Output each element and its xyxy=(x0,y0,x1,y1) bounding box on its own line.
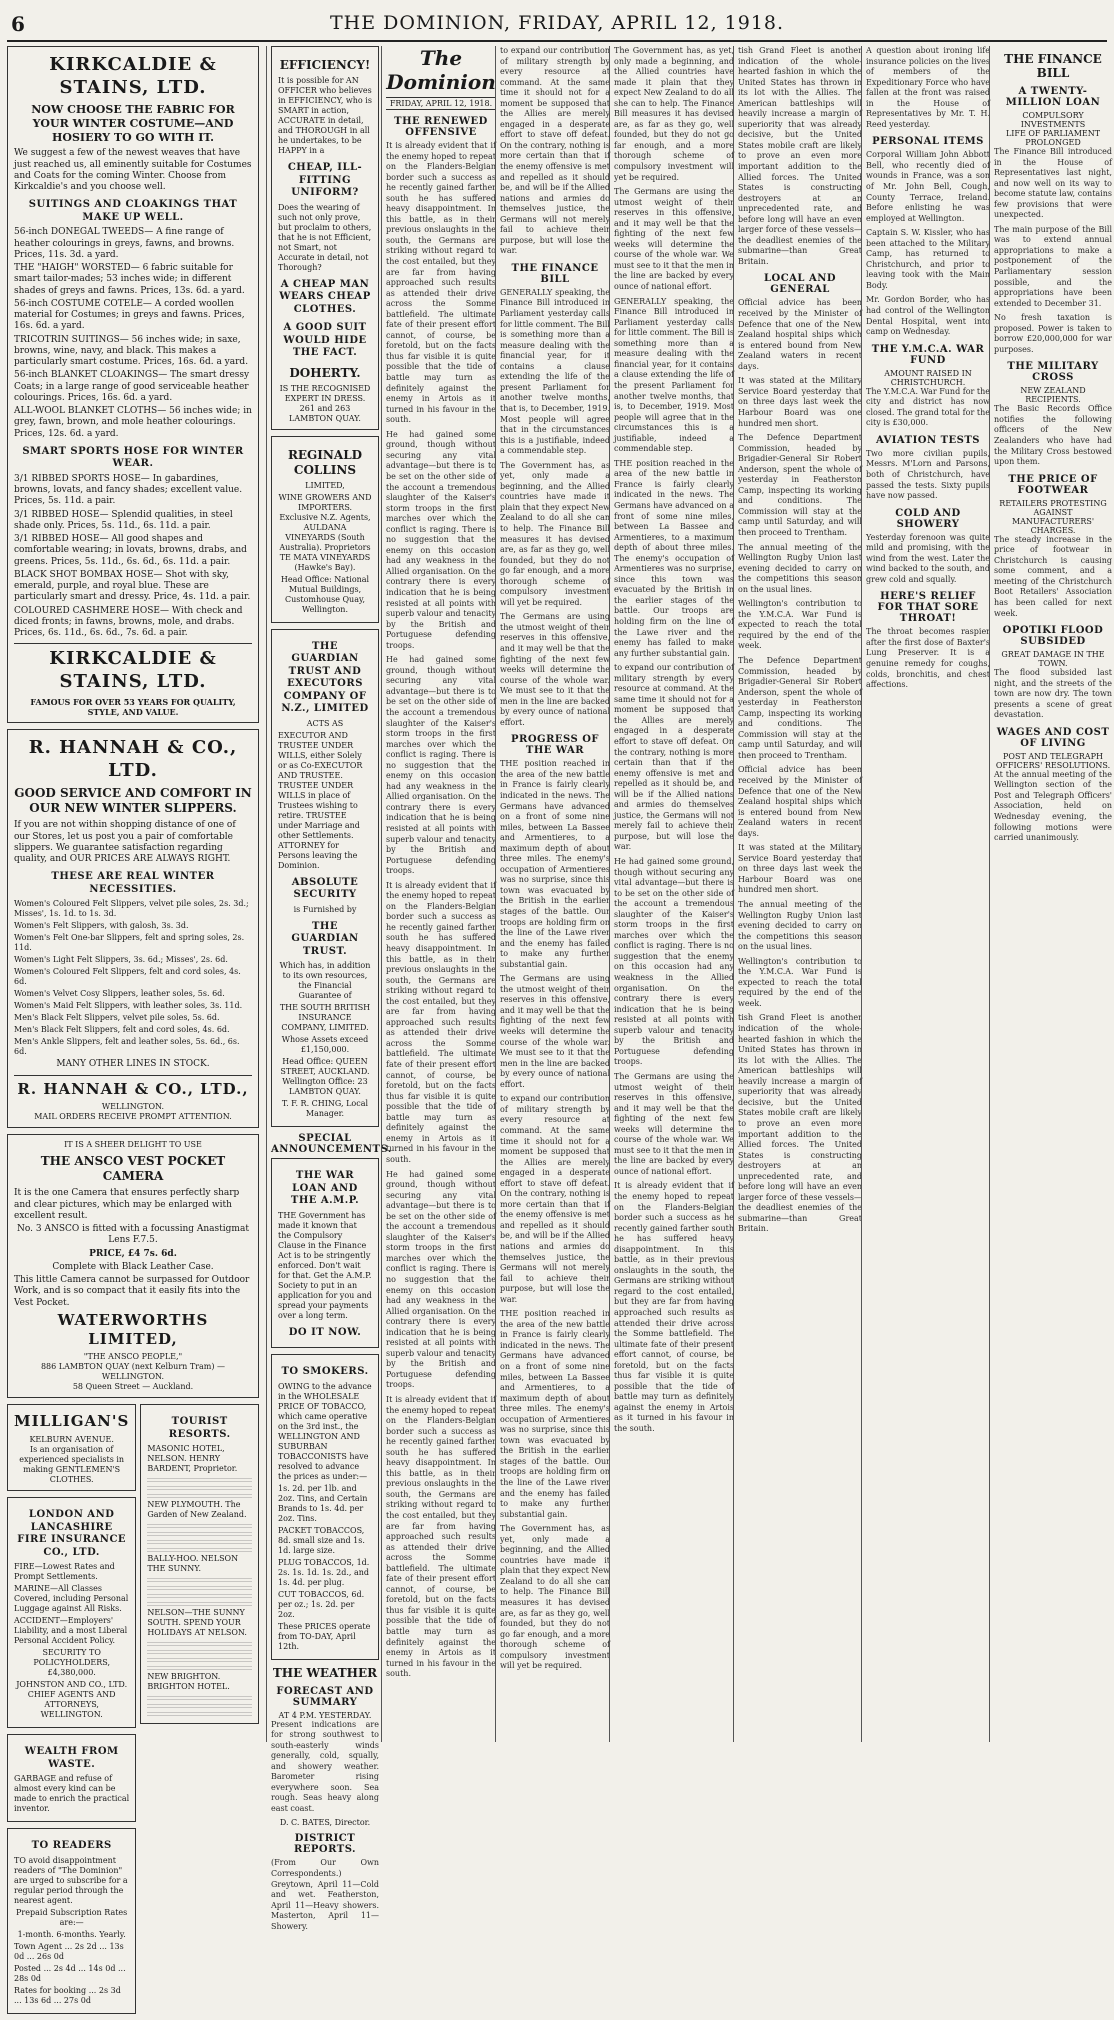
ad-acts: ACTS AS xyxy=(306,718,344,728)
ad-item: Men's Black Felt Slippers, felt and cord soles, 4s. 6d. xyxy=(14,1025,230,1035)
ad-subhead: A CHEAP MAN WEARS CHEAP CLOTHES. xyxy=(279,278,371,315)
resort-item: BALLY-HOO. NELSON THE SUNNY. xyxy=(147,1554,239,1574)
ad-title: EFFICIENCY! xyxy=(279,58,371,72)
ad-subhead: A GOOD SUIT WOULD HIDE THE FACT. xyxy=(283,322,367,358)
article-text: The throat becomes raspier after the first dose of Baxter's Lung Preserver. It is a genuine remedy for coughs, colds, bronchitis, and chest affections. xyxy=(866,627,990,690)
ad-address: 886 LAMBTON QUAY (next Kelburn Tram) — WELLINGTON. xyxy=(40,1362,226,1382)
weather-heading: THE WEATHER xyxy=(272,1665,378,1680)
page-number: 6 xyxy=(11,12,25,36)
ad-place: WELLINGTON. xyxy=(101,1102,165,1112)
weather-subheading: FORECAST AND SUMMARY xyxy=(276,1685,374,1708)
article-text: It is already evident that if the enemy hoped to repeat on the Flanders-Belgian border such a success as he recently gained farther south he has suffered heavy disappointment. In this battle, as in their previous onslaughts in the south, the Germans are striking without regard to the cost entailed, but they are far from having approached such results as attended their drive across the Somme battlefield. The ultimate fate of their present effort cannot, of course, be foretold, but on the facts thus far visible it is quite possible that the tide of battle may turn as definitely against the enemy in Artois as it turned in his favour in the south. xyxy=(386,880,496,1164)
ad-address: 58 Queen Street — Auckland. xyxy=(72,1382,194,1392)
article-text: Wellington's contribution to the Y.M.C.A. War Fund is expected to reach the total required by the end of the week. xyxy=(738,956,862,1008)
special-announcements-heading: SPECIAL ANNOUNCEMENTS. xyxy=(271,1133,392,1155)
article-text: Corporal William John Abbott Bell, who recently died of wounds in France, was a son of Mr. John Bell, Cough, County Terrace, Ireland. Before enlisting he was employed at Wellington. xyxy=(866,150,990,223)
advertisement-column-2 xyxy=(266,46,392,1931)
editorial-column-2 xyxy=(495,46,610,1742)
hannah-ad xyxy=(7,729,259,1128)
small-ads-row xyxy=(7,1404,259,2019)
article-headline: COLD AND SHOWERY xyxy=(895,507,961,530)
ad-office: Head Office: National Mutual Buildings, Customhouse Quay, Wellington. xyxy=(280,574,370,614)
ad-footer: FAMOUS FOR OVER 53 YEARS FOR QUALITY, STYLE, AND VALUE. xyxy=(30,697,236,718)
news-column-3 xyxy=(989,46,1112,1742)
article-headline: HERE'S RELIEF FOR THAT SORE THROAT! xyxy=(877,591,979,625)
article-text: The Germans are using the utmost weight of their reserves in this offensive, and it may well be that the fighting of the next few weeks will determine the course of the whole war. We must see to it that the men in the line are backed by every ounce of national effort. xyxy=(500,974,610,1089)
article-headline: THE FINANCE BILL xyxy=(1004,52,1102,80)
ad-item: 3/1 RIBBED HOSE— Splendid qualities, in steel shade only. Prices, 5s. 11d., 6s. 11d. a pair. xyxy=(14,509,233,531)
kirkcaldie-ad xyxy=(7,46,259,723)
ad-title: MILLIGAN'S xyxy=(14,1412,130,1431)
ad-address: 261 and 263 LAMBTON QUAY. xyxy=(289,403,361,423)
article-text: THE position reached in the area of the new battle in France is fairly clearly indicated in the news. The Germans have advanced on a front of some nine miles, between La Bassee and Armentieres, to a maximum depth of about three miles. The enemy's occupation of Armentieres was no surprise, since this town was evacuated by the British in the earlier stages of the battle. Our troops are holding firm on the line of the Lawe river and the enemy has failed to make any further substantial gain. xyxy=(500,759,610,969)
article-text: THE position reached in the area of the new battle in France is fairly clearly indicated in the news. The Germans have advanced on a front of some nine miles, between La Bassee and Armentieres, to a maximum depth of about three miles. The enemy's occupation of Armentieres was no surprise, since this town was evacuated by the British in the earlier stages of the battle. Our troops are holding firm on the line of the Lawe river and the enemy has failed to make any further substantial gain. xyxy=(614,458,734,658)
ad-price: PRICE, £4 7s. 6d. xyxy=(89,1248,177,1259)
dominion-masthead: The Dominion xyxy=(386,46,496,94)
article-text: He had gained some ground, though without securing any vital advantage—but there is to be set on the other side of the account a tremendous slaughter of the Kaiser's storm troops in the first marches over which the conflict is raging. There is no suggestion that the enemy on this occasion had any weakness in the Allied organisation. On the contrary there is every indication that he is being resisted at all points with superb valour and tenacity by the British and Portuguese defending troops. xyxy=(386,655,496,876)
ad-item: MARINE—All Classes Covered, including Personal Luggage against All Risks. xyxy=(14,1584,129,1613)
ad-headline: THE ANSCO VEST POCKET CAMERA xyxy=(40,1154,226,1184)
ad-tail: MANY OTHER LINES IN STOCK. xyxy=(56,1059,210,1070)
efficiency-ad xyxy=(271,46,379,430)
ad-bank: THE SOUTH BRITISH INSURANCE COMPANY, LIMITED. xyxy=(279,1003,371,1032)
ad-item: Women's Maid Felt Slippers, with leather soles, 3s. 11d. xyxy=(14,1001,243,1011)
ad-subhead: CHEAP, ILL-FITTING UNIFORM? xyxy=(287,162,363,198)
tourist-resorts xyxy=(140,1404,259,1724)
article-text: to expand our contribution of military strength by every resource at command. At the same time it should not for a moment be supposed that the Allies are merely engaged in a desperate effort to stave off defeat. On the contrary, nothing is more certain than that if the enemy offensive is met and repelled as it should be, and will be if the Allied nations and armies do themselves justice, the Germans will not merely fail to achieve their purpose, but will lose the war. xyxy=(500,1094,610,1304)
ad-cta: DO IT NOW. xyxy=(288,1326,362,1338)
resort-item: NELSON—THE SUNNY SOUTH. SPEND YOUR HOLIDAYS AT NELSON. xyxy=(147,1608,247,1638)
ad-item: Women's Light Felt Slippers, 3s. 6d.; Misses', 2s. 6d. xyxy=(14,955,228,965)
ad-item: TRICOTRIN SUITINGS— 56 inches wide; in saxe, browns, wine, navy, and black. This makes a particularly smart costume. Prices, 16s. 6d. a yard. xyxy=(14,334,249,367)
article-text: The Defence Department Commission, headed by Brigadier-General Sir Robert Anderson, spent the whole of yesterday in Featherston Camp, inspecting its working and conditions. The Commission will stay at the camp until Saturday, and will then proceed to Trentham. xyxy=(738,433,862,537)
ad-item: Women's Coloured Felt Slippers, velvet pile soles, 2s. 3d.; Misses', 1s. 1d. to 1s. 3d. xyxy=(14,899,249,919)
ansco-ad xyxy=(7,1134,259,1398)
article-text: Wellington's contribution to the Y.M.C.A. War Fund is expected to reach the total required by the end of the week. xyxy=(738,599,862,651)
ad-title: R. HANNAH & CO., LTD. xyxy=(28,737,238,781)
article-text: A question about ironing life insurance policies on the lives of members of the Expeditionary Force who have fallen at the front was raised in the House of Representatives by Mr. T. H. Reed yesterday. xyxy=(866,46,990,129)
price-line: PACKET TOBACCOS, 8d. small size and 1s. 1d. large size. xyxy=(278,1525,365,1555)
ad-item: ALL-WOOL BLANKET CLOTHS— 56 inches wide; in grey, fawn, brown, and mole heather colourings. Prices, 12s. 6d. a yard. xyxy=(14,406,252,439)
article-text: to expand our contribution of military strength by every resource at command. At the same time it should not for a moment be supposed that the Allies are merely engaged in a desperate effort to stave off defeat. On the contrary, nothing is more certain than that if the enemy offensive is met and repelled as it should be, and will be if the Allied nations and armies do themselves justice, the Germans will not merely fail to achieve their purpose, but will lose the war. xyxy=(614,663,734,852)
rates-row: Rates for booking ... 2s 3d ... 13s 6d ... 27s 0d xyxy=(14,1985,121,2005)
war-loan-ad xyxy=(271,1158,379,1348)
ad-title: THE WAR LOAN AND THE A.M.P. xyxy=(290,1170,360,1206)
article-text: The Y.M.C.A. War Fund for the city and district has now closed. The grand total for the city is £30,000. xyxy=(866,386,990,428)
price-line: 1s. 2d. per 1lb. and 2oz. Tins, and Certain Brands to 1s. 4d. per 2oz. Tins. xyxy=(278,1483,368,1523)
ad-title: LONDON AND LANCASHIRE FIRE INSURANCE CO., LTD. xyxy=(17,1509,127,1558)
ad-name: THE GUARDIAN TRUST. xyxy=(291,920,359,957)
article-text: No fresh taxation is proposed. Power is taken to borrow £20,000,000 for war purposes. xyxy=(994,313,1112,354)
article-text: THE position reached in the area of the new battle in France is fairly clearly indicated in the news. The Germans have advanced on a front of some nine miles, between La Bassee and Armentieres, to a maximum depth of about three miles. The enemy's occupation of Armentieres was no surprise, since this town was evacuated by the British in the earlier stages of the battle. Our troops are holding firm on the line of the Lawe river and the enemy has failed to make any further substantial gain. xyxy=(500,1309,610,1519)
ad-funds: Whose Assets exceed £1,150,000. xyxy=(281,1035,369,1054)
article-text: tish Grand Fleet is another indication of the whole-hearted fashion in which the United States has thrown in its lot with the Allies. The American battleships will heavily increase a margin of superiority that was already decisive, but the United States mobile craft are likely to prove an even more important addition to the Allied forces. The United States is constructing destroyers at an unprecedented rate, and before long will have an even larger force of these vessels—the deadliest enemies of the submarine—than Great Britain. xyxy=(738,46,862,266)
article-text: Official advice has been received by the Minister of Defence that one of the New Zealand hospital ships which is entered bound from New Zealand waters in recent days. xyxy=(738,765,862,838)
ad-title: THE GUARDIAN TRUST AND EXECUTORS COMPANY OF N.Z., LIMITED xyxy=(281,640,369,714)
guardian-trust-ad xyxy=(271,629,379,1128)
article-text: Yesterday forenoon was quite mild and promising, with the wind from the west. Later the wind backed to the south, and grew cold and squally. xyxy=(866,532,990,584)
editorial-column-3 xyxy=(609,46,734,1742)
ad-intro: If you are not within shopping distance of one of our Stores, let us post you a pair of comfortable slippers. We guarantee satisfaction regarding quality, and OUR PRICES ARE ALWAYS RIGHT. xyxy=(14,820,236,864)
article-text: The Finance Bill introduced in the House of Representatives last night, and now well on its way to become statute law, contains few provisions that were unexpected. xyxy=(994,147,1112,220)
ad-body: It is possible for AN OFFICER who believes in EFFICIENCY, who is SMART in action, ACCURATE in detail, and THOROUGH in all he undertakes, to be HAPPY in a xyxy=(278,76,372,155)
article-headline: PERSONAL ITEMS xyxy=(872,136,984,148)
article-text: The Germans are using the utmost weight of their reserves in this offensive, and it may well be that the fighting of the next few weeks will determine the course of the whole war. We must see to it that the men in the line are backed by every ounce of national effort. xyxy=(614,1071,734,1176)
weather-time: AT 4 P.M. YESTERDAY. xyxy=(278,1710,372,1720)
ad-intro: We suggest a few of the newest weaves that have just reached us, all eminently suitable for Costumes and Coats for the coming Winter. Choose from Kirkcaldie's and you choose well. xyxy=(14,148,252,192)
small-ads-left xyxy=(7,1404,136,2019)
article-text: The Defence Department Commission, headed by Brigadier-General Sir Robert Anderson, spent the whole of yesterday in Featherston Camp, inspecting its working and conditions. The Commission will stay at the camp until Saturday, and will then proceed to Trentham. xyxy=(738,655,862,760)
ad-body: TO avoid disappointment readers of "The Dominion" are urged to subscribe for a regular period through the nearest agent. xyxy=(14,1855,128,1905)
ad-footer-title: R. HANNAH & CO., LTD., xyxy=(17,1079,249,1098)
ad-body: IS THE RECOGNISED EXPERT IN DRESS. xyxy=(279,383,371,403)
article-headline: THE PRICE OF FOOTWEAR xyxy=(1008,473,1098,496)
resort-item: NEW PLYMOUTH. The Garden of New Zealand. xyxy=(147,1500,247,1520)
article-text: tish Grand Fleet is another indication of the whole-hearted fashion in which the United States has thrown in its lot with the Allies. The American battleships will heavily increase a margin of superiority that was already decisive, but the United States mobile craft are likely to prove an even more important addition to the Allied forces. The United States is constructing destroyers at an unprecedented rate, and before long will have an even larger force of these vessels—the deadliest enemies of the submarine—than Great Britain. xyxy=(738,1013,862,1234)
ad-item: THE "HAIGH" WORSTED— 6 fabric suitable for smart tailor-mades; 53 inches wide; in different shades of greys and fawns. Prices, 13s. 6d. a yard. xyxy=(14,263,245,296)
price-line: PLUG TOBACCOS, 1d. 2s. 1s. 1d. 1s. 2d., and 1s. 4d. per plug. xyxy=(278,1557,370,1587)
article-headline: WAGES AND COST OF LIVING xyxy=(996,726,1110,749)
article-text: The Germans are using the utmost weight of their reserves in this offensive, and it may well be that the fighting of the next few weeks will determine the course of the whole war. We must see to it that the men in the line are backed by every ounce of national effort. xyxy=(614,187,734,292)
ad-item: ACCIDENT—Employers' Liability, and a most Liberal Personal Accident Policy. xyxy=(14,1616,128,1645)
rates-columns: 1-month. 6-months. Yearly. xyxy=(17,1929,126,1939)
article-text: He had gained some ground, though without securing any vital advantage—but there is to be set on the other side of the account a tremendous slaughter of the Kaiser's storm troops in the first marches over which the conflict is raging. There is no suggestion that the enemy on this occasion had any weakness in the Allied organisation. On the contrary there is every indication that he is being resisted at all points with superb valour and tenacity by the British and Portuguese defending troops. xyxy=(614,857,734,1067)
ad-body: EXECUTOR AND TRUSTEE UNDER WILLS, either Solely or as Co-EXECUTOR AND TRUSTEE. TRUSTEE UNDER WILLS in place of Trustees wishing to retire. TRUSTEE under Marriage and other Settlements. ATTORNEY for Persons leaving the Dominion. xyxy=(278,730,363,870)
article-headline: OPOTIKI FLOOD SUBSIDED xyxy=(1002,625,1104,648)
article-text: The Government has, as yet, only made a beginning, and the Allied countries have made it plain that they expect New Zealand to do all she can to help. The Finance Bill measures it has devised are, as far as they go, well founded, but they do not go far enough, and a more thorough scheme of compulsory investment will yet be required. xyxy=(500,1524,610,1671)
article-text: The Germans are using the utmost weight of their reserves in this offensive, and it may well be that the fighting of the next few weeks will determine the course of the whole war. We must see to it that the men in the line are backed by every ounce of national effort. xyxy=(500,612,610,727)
ad-title: TO SMOKERS. xyxy=(281,1366,369,1377)
article-text: It was stated at the Military Service Board yesterday that on three days last week the Harbour Board was one hundred men short. xyxy=(738,376,862,428)
article-text: It is already evident that if the enemy hoped to repeat on the Flanders-Belgian border such a success as he recently gained farther south he has suffered heavy disappointment. In this battle, as in their previous onslaughts in the south, the Germans are striking without regard to the cost entailed, but they are far from having approached such results as attended their drive across the Somme battlefield. The ultimate fate of their present effort cannot, of course, be foretold, but on the facts thus far visible it is quite possible that the tide of battle may turn as definitely against the enemy in Artois as it turned in his favour in the south. xyxy=(386,141,496,425)
article-text: to expand our contribution of military strength by every resource at command. At the same time it should not for a moment be supposed that the Allies are merely engaged in a desperate effort to stave off defeat. On the contrary, nothing is more certain than that if the enemy offensive is met and repelled as it should be, and will be if the Allied nations and armies do themselves justice, the Germans will not merely fail to achieve their purpose, but will lose the war. xyxy=(500,46,610,256)
ad-item: FIRE—Lowest Rates and Prompt Settlements. xyxy=(14,1562,115,1581)
ad-body: THE Government has made it known that the Compulsory Clause in the Finance Act is to be stringently enforced. Don't wait for that. Get the A.M.P. Society to put in an application for you and spread your payments over a long term. xyxy=(278,1210,372,1320)
ad-title: TO READERS xyxy=(31,1840,112,1851)
ad-item: BLACK SHOT BOMBAX HOSE— Shot with sky, emerald, purple, and royal blue. These are particularly smart and dressy. Price, 4s. 11d. a pair. xyxy=(14,569,251,603)
editorial-date: FRIDAY, APRIL 12, 1918. xyxy=(386,97,496,110)
rates-heading: Prepaid Subscription Rates are:— xyxy=(16,1907,128,1927)
ad-item: 3/1 RIBBED SPORTS HOSE— In gabardines, browns, lovats, and fancy shades; excellent value. Prices, 5s. 11d. a pair. xyxy=(14,473,243,507)
article-text: It is already evident that if the enemy hoped to repeat on the Flanders-Belgian border such a success as he recently gained farther south he has suffered heavy disappointment. In this battle, as in their previous onslaughts in the south, the Germans are striking without regard to the cost entailed, but they are far from having approached such results as attended their drive across the Somme battlefield. The ultimate fate of their present effort cannot, of course, be foretold, but on the facts thus far visible it is quite possible that the tide of battle may turn as definitely against the enemy in Artois as it turned in his favour in the south. xyxy=(386,1394,496,1679)
article-headline: THE Y.M.C.A. WAR FUND xyxy=(871,343,985,366)
ad-title: TOURIST RESORTS. xyxy=(168,1416,231,1440)
ad-item: Women's Felt One-bar Slippers, felt and spring soles, 2s. 11d. xyxy=(14,933,245,953)
ad-tail: This little Camera cannot be surpassed for Outdoor Work, and is so compact that it easily fits into the Vest Pocket. xyxy=(14,1275,250,1308)
milligan-ad xyxy=(7,1404,136,1491)
ad-item: Women's Velvet Cosy Slippers, leather soles, 5s. 6d. xyxy=(14,989,225,999)
smokers-ad xyxy=(271,1354,379,1660)
ad-section-heading: SUITINGS AND CLOAKINGS THAT MAKE UP WELL. xyxy=(28,199,238,223)
ad-body: WINE GROWERS AND IMPORTERS. Exclusive N.Z. Agents, AULDANA VINEYARDS (South Australia). Proprietors TE MATA VINEYARDS (Hawke's Bay). xyxy=(278,492,372,572)
ad-item: Women's Coloured Felt Slippers, felt and cord soles, 4s. 6d. xyxy=(14,967,241,987)
ad-headline: IT IS A SHEER DELIGHT TO USE xyxy=(64,1140,202,1150)
district-text: (From Our Own Correspondents.) Greytown, April 11—Cold and wet. Featherston, April 11—Heavy showers. Masterton, April 11—Showery. xyxy=(271,1858,379,1931)
article-headline: THE MILITARY CROSS xyxy=(1007,361,1099,384)
article-headline: PROGRESS OF THE WAR xyxy=(510,734,600,757)
article-subheading: COMPULSORY INVESTMENTS xyxy=(1020,111,1086,129)
reginald-collins-ad xyxy=(271,436,379,623)
london-insurance-ad xyxy=(7,1497,136,1728)
editorial-column xyxy=(381,46,496,1742)
article-text: The main purpose of the Bill was to extend annual appropriations to make a postponement of the Parliamentary session possible, and the appropriations have been extended to December 31. xyxy=(994,224,1112,308)
ad-item: COLOURED CASHMERE HOSE— With check and diced fronts; in fawns, browns, mole, and drabs. Prices, 6s. 11d., 6s. 6d., 7s. 6d. a pair. xyxy=(14,605,243,638)
article-subheading: A TWENTY-MILLION LOAN xyxy=(1005,86,1101,108)
article-text: Mr. Gordon Border, who has had control of the Wellington Dental Hospital, went into camp on Wednesday. xyxy=(866,295,990,337)
district-heading: DISTRICT REPORTS. xyxy=(293,1833,357,1856)
article-text: He had gained some ground, though without securing any vital advantage—but there is to be set on the other side of the account a tremendous slaughter of the Kaiser's storm troops in the first marches over which the conflict is raging. There is no suggestion that the enemy on this occasion had any weakness in the Allied organisation. On the contrary there is every indication that he is being resisted at all points with superb valour and tenacity by the British and Portuguese defending troops. xyxy=(386,1169,496,1390)
ad-slogan: "THE ANSCO PEOPLE," xyxy=(83,1352,183,1362)
article-subheading: LIFE OF PARLIAMENT PROLONGED xyxy=(1005,129,1101,147)
ad-share: Which has, in addition to its own resources, the Financial Guarantee of xyxy=(279,961,371,1000)
ad-headline: NOW CHOOSE THE FABRIC FOR YOUR WINTER COSTUME—AND HOSIERY TO GO WITH IT. xyxy=(31,103,235,144)
article-text: The Government has, as yet, only made a beginning, and the Allied countries have made it plain that they expect New Zealand to do all she can to help. The Finance Bill measures it has devised are, as far as they go, well founded, but they do not go far enough, and a more thorough scheme of compulsory investment will yet be required. xyxy=(500,460,610,607)
article-headline: AVIATION TESTS xyxy=(875,434,981,446)
ad-body: Is an organisation of experienced specialists in making GENTLEMEN'S CLOTHES. xyxy=(19,1445,125,1484)
advertisement-column xyxy=(7,46,259,2005)
article-text: The steady increase in the price of footwear in Christchurch is causing some comment, and a meeting of the Christchurch Boot Retailers' Association has been called for next week. xyxy=(994,534,1112,618)
ad-company: WATERWORTHS LIMITED, xyxy=(57,1310,209,1348)
ad-footer: MAIL ORDERS RECEIVE PROMPT ATTENTION. xyxy=(34,1112,232,1122)
ad-security: ABSOLUTE SECURITY xyxy=(291,876,359,900)
ad-sub: LIMITED, xyxy=(305,480,345,490)
article-text: At the annual meeting of the Wellington section of the Post and Telegraph Officers' Association, held on Wednesday evening, the following motions were carried unanimously. xyxy=(994,769,1112,843)
article-text: GENERALLY speaking, the Finance Bill introduced in Parliament yesterday calls for little comment. The Bill is something more than a measure dealing with the financial year, for it contains a clause extending the life of the present Parliament for another twelve months, that is, to December, 1919. Most people will agree that in the circumstances this is a justifiable, indeed a commendable step. xyxy=(500,287,610,456)
ad-headline: GOOD SERVICE AND COMFORT IN OUR NEW WINTER SLIPPERS. xyxy=(14,786,252,816)
ad-body: It is the one Camera that ensures perfectly sharp and clear pictures, which may be enlarged with excellent result. xyxy=(14,1188,240,1221)
ad-agents: JOHNSTON AND CO., LTD. CHIEF AGENTS AND ATTORNEYS, WELLINGTON. xyxy=(16,1680,128,1719)
ad-section-heading: SMART SPORTS HOSE FOR WINTER WEAR. xyxy=(22,445,244,470)
ad-item: SECURITY TO POLICYHOLDERS, £4,380,000. xyxy=(33,1648,110,1677)
ad-body: GARBAGE and refuse of almost every kind can be made to enrich the practical inventor. xyxy=(14,1774,130,1813)
ad-item: 3/1 RIBBED HOSE— All good shapes and comfortable wearing; in lovats, browns, drabs, and greens. Prices, 5s. 11d., 6s. 6d., 6s. 11d. a pair. xyxy=(14,534,247,567)
resort-item: MASONIC HOTEL, NELSON. HENRY BARDENT, Proprietor. xyxy=(147,1444,238,1474)
newspaper-title: THE DOMINION, FRIDAY, APRIL 12, 1918. xyxy=(329,12,785,34)
article-text: Official advice has been received by the Minister of Defence that one of the New Zealand hospital ships which is entered bound from New Zealand waters in recent days. xyxy=(738,298,862,371)
small-ads-right xyxy=(140,1404,259,2019)
page-masthead xyxy=(7,6,1107,42)
article-text: GENERALLY speaking, the Finance Bill introduced in Parliament yesterday calls for little comment. The Bill is something more than a measure dealing with the financial year, for it contains a clause extending the life of the present Parliament for another twelve months, that is, to December, 1919. Most people will agree that in the circumstances this is a justifiable, indeed a commendable step. xyxy=(614,296,734,454)
article-subheading: RETAILERS PROTESTING AGAINST MANUFACTURERS' CHARGES. xyxy=(999,498,1107,535)
article-text: The Basic Records Office notifies the following officers of the New Zealanders who have had the Military Cross bestowed upon them. xyxy=(994,404,1112,467)
newspaper-page xyxy=(7,6,1112,2005)
ad-furnished: is Furnished by xyxy=(293,904,357,914)
ad-model: No. 3 ANSCO is fitted with a focussing Anastigmat Lens F.7.5. xyxy=(17,1224,249,1246)
article-text: The Government has, as yet, only made a beginning, and the Allied countries have made it plain that they expect New Zealand to do all she can to help. The Finance Bill measures it has devised are, as far as they go, well founded, but they do not go far enough, and a more thorough scheme of compulsory investment will yet be required. xyxy=(614,46,734,182)
article-text: The annual meeting of the Wellington Rugby Union last evening decided to carry on the competitions this season on the usual lines. xyxy=(738,900,862,952)
ad-address: Head Office: QUEEN STREET, AUCKLAND. Wellington Office: 23 LAMBTON QUAY. xyxy=(280,1057,370,1096)
ad-body: OWING to the advance in the WHOLESALE PRICE OF TOBACCO, which came operative on the 3rd inst., the WELLINGTON AND SUBURBAN TOBACCONISTS have resolved to advance the prices as under:— xyxy=(278,1381,372,1481)
article-headline: THE FINANCE BILL xyxy=(511,262,599,285)
ad-item: Women's Felt Slippers, with galosh, 3s. 3d. xyxy=(14,921,189,931)
article-text: The annual meeting of the Wellington Rugby Union last evening decided to carry on the competitions this season on the usual lines. xyxy=(738,542,862,594)
ad-body: Does the wearing of such not only prove, but proclaim to others, that he is not Efficient, not Smart, not Accurate in detail, not Thorough? xyxy=(278,202,372,272)
news-column-2 xyxy=(861,46,990,1742)
ad-title: KIRKCALDIE & STAINS, LTD. xyxy=(49,54,217,98)
ad-title: WEALTH FROM WASTE. xyxy=(24,1746,119,1770)
article-headline: THE RENEWED OFFENSIVE xyxy=(394,116,488,138)
article-text: He had gained some ground, though without securing any vital advantage—but there is to be set on the other side of the account a tremendous slaughter of the Kaiser's storm troops in the first marches over which the conflict is raging. There is no suggestion that the enemy on this occasion had any weakness in the Allied organisation. On the contrary there is every indication that he is being resisted at all points with superb valour and tenacity by the British and Portuguese defending troops. xyxy=(386,429,496,650)
resort-item: NEW BRIGHTON. BRIGHTON HOTEL. xyxy=(147,1672,230,1692)
ad-title: REGINALD COLLINS xyxy=(287,447,363,477)
article-subheading: AMOUNT RAISED IN CHRISTCHURCH. xyxy=(884,368,972,387)
readers-notice xyxy=(7,1828,136,2014)
article-subheading: GREAT DAMAGE IN THE TOWN. xyxy=(1001,650,1105,669)
rates-row: Town Agent ... 2s 2d ... 13s 0d ... 26s 0d xyxy=(14,1941,124,1961)
article-text: It was stated at the Military Service Board yesterday that on three days last week the Harbour Board was one hundred men short. xyxy=(738,843,862,895)
article-text: It is already evident that if the enemy hoped to repeat on the Flanders-Belgian border such a success as he recently gained farther south he has suffered heavy disappointment. In this battle, as in their previous onslaughts in the south, the Germans are striking without regard to the cost entailed, but they are far from having approached such results as attended their drive across the Somme battlefield. The ultimate fate of their present effort cannot, of course, be foretold, but on the facts thus far visible it is quite possible that the tide of battle may turn as definitely against the enemy in Artois as it turned in his favour in the south. xyxy=(614,1181,734,1433)
ad-item: Men's Black Felt Slippers, velvet pile soles, 5s. 6d. xyxy=(14,1013,220,1023)
ad-item: 56-inch DONEGAL TWEEDS— A fine range of heather colourings in greys, fawns, and browns. Prices, 11s. 3d. a yard. xyxy=(14,227,235,260)
wealth-ad xyxy=(7,1734,136,1822)
ad-tail: These PRICES operate from TO-DAY, April 12th. xyxy=(278,1621,371,1651)
article-text: Two more civilian pupils, Messrs. M'Lorn and Parsons, both of Christchurch, have passed the tests. Sixty pupils have now passed. xyxy=(866,448,990,501)
weather-sign: D. C. BATES, Director. xyxy=(279,1818,371,1828)
ad-address: KELBURN AVENUE. xyxy=(29,1435,114,1444)
ad-section-heading: THESE ARE REAL WINTER NECESSITIES. xyxy=(51,871,215,895)
ad-item: 56-inch COSTUME COTELE— A corded woollen material for Costumes; in greys and fawns. Prices, 16s. 6d. a yard. xyxy=(14,298,245,332)
ad-item: Men's Ankle Slippers, felt and leather soles, 5s. 6d., 6s. 6d. xyxy=(14,1037,240,1057)
rates-row: Posted ... 2s 4d ... 14s 0d ... 28s 0d xyxy=(14,1963,126,1983)
price-line: CUT TOBACCOS, 6d. per oz.; 1s. 2d. per 2oz. xyxy=(278,1589,365,1619)
article-text: The flood subsided last night, and the streets of the town are now dry. The town presents a scene of great devastation. xyxy=(994,668,1112,720)
weather-text: Present indications are for strong southwest to south-easterly winds generally, cold, squally, and showery weather. Barometer rising everywhere soon. Sea rough. Seas heavy along east coast. xyxy=(271,1719,379,1813)
article-text: Captain S. W. Kissler, who has been attached to the Military Camp, has returned to Christchurch, and prior to leaving took with the Main Body. xyxy=(866,228,990,290)
ad-manager: T. F. R. CHING, Local Manager. xyxy=(281,1099,369,1118)
news-column xyxy=(733,46,862,1742)
article-headline: LOCAL AND GENERAL xyxy=(763,273,837,296)
ad-title: DOHERTY. xyxy=(289,365,361,380)
ad-item: 56-inch BLANKET CLOAKINGS— The smart dressy Coats; in a large range of good serviceable heather colourings. Prices, 16s. 6d. a yard. xyxy=(14,370,250,403)
ad-note: Complete with Black Leather Case. xyxy=(52,1261,214,1272)
article-subheading: POST AND TELEGRAPH OFFICERS' RESOLUTIONS. xyxy=(995,751,1111,770)
article-subheading: NEW ZEALAND RECIPIENTS. xyxy=(1020,386,1086,405)
ad-footer-title: KIRKCALDIE & STAINS, LTD. xyxy=(49,648,217,692)
